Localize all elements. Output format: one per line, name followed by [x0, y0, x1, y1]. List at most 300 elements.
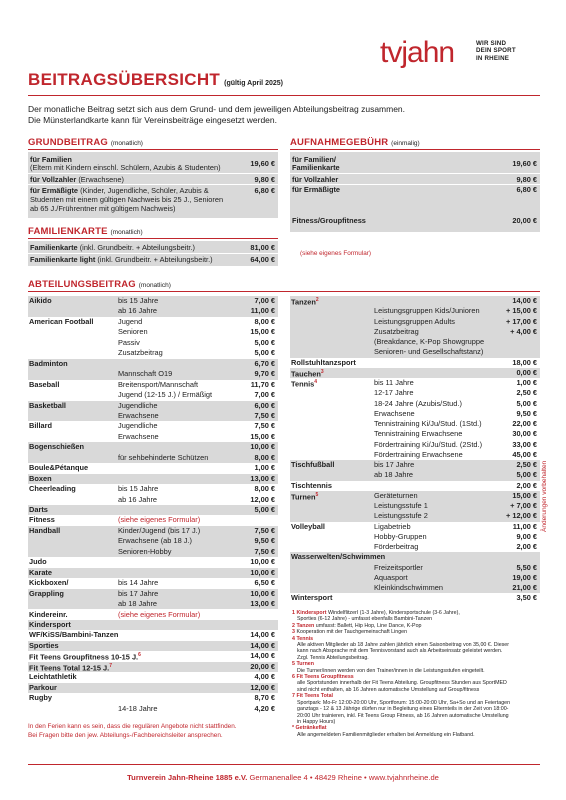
department-name: Tanzen$^2$ — [291, 297, 319, 307]
fee-category: Erwachsene — [374, 408, 415, 418]
fee-category: Hobby-Gruppen — [374, 531, 427, 541]
fee-row — [28, 599, 278, 609]
fee-price: 10,00 € — [250, 442, 275, 452]
footnote-number: 3 — [292, 629, 295, 636]
fee-price: 15,00 € — [512, 490, 537, 500]
grund-erm-row — [30, 186, 209, 195]
familienkarte-table — [28, 241, 278, 266]
fee-category: Freizeitsportler — [374, 562, 423, 572]
fee-category: Kinder/Jugend (bis 17 J.) — [118, 525, 201, 535]
department-name: Fit Teens Total 12-15 J.$^7$ — [29, 662, 113, 673]
footnote-heading: Kindersport — [296, 610, 327, 616]
page-title-note: (gültig April 2025) — [224, 80, 283, 87]
grundbeitrag-table — [28, 152, 278, 218]
fee-row — [28, 589, 278, 599]
grund-row-divider — [28, 184, 278, 185]
fee-row — [28, 683, 278, 693]
fee-category: Senioren-Hobby — [118, 546, 172, 556]
fee-row — [28, 463, 278, 473]
fee-category: Zusatzbeitrag — [118, 348, 163, 358]
grundbeitrag-heading-text: GRUNDBEITRAG — [28, 137, 108, 148]
fee-category: Senioren- und Gesellschaftstanz) — [374, 347, 484, 357]
department-name: Turnen$^5$ — [291, 491, 319, 502]
grundbeitrag-heading — [28, 137, 143, 148]
fee-category: Jugend — [118, 316, 143, 326]
familienkarte-heading — [28, 226, 143, 237]
footnote-ref: 4 — [314, 379, 318, 385]
fee-row — [290, 388, 540, 398]
department-name: Baseball — [29, 379, 60, 389]
fee-price: 14,00 € — [250, 640, 275, 650]
footer — [0, 773, 566, 782]
fee-row — [290, 378, 540, 388]
fee-price: 9,50 € — [516, 408, 537, 418]
fee-price: 5,50 € — [516, 562, 537, 572]
footnote-text: 20:00 Uhr trainieren, inkl. Fit Teens Group Fitness, ab 16 Jahren automatische Umstellung — [297, 712, 509, 719]
fee-category: Leistungsstufe 1 — [374, 501, 428, 510]
fee-row — [28, 411, 278, 421]
fee-price: 7,00 € — [254, 390, 275, 400]
fee-row — [28, 651, 278, 661]
fee-row — [290, 481, 540, 491]
grund-familien-label: für Familien — [30, 155, 72, 164]
grund-vollzahler-price: 9,80 € — [254, 175, 275, 184]
fee-price: 5,00 € — [516, 470, 537, 480]
fee-row — [28, 557, 278, 567]
fee-category: (Breakdance, K-Pop Showgruppe — [374, 337, 485, 346]
fee-price: 14,00 € — [250, 630, 275, 640]
fee-category: Leistungsgruppen Adults — [374, 316, 455, 326]
fee-row — [290, 593, 540, 603]
fee-row — [290, 368, 540, 378]
fee-category: 14-18 Jahre — [118, 703, 158, 713]
department-name: Boule&Pétanque — [29, 463, 89, 473]
aufnahme-heading-text: AUFNAHMEGEBÜHR — [290, 137, 389, 148]
fee-row — [28, 578, 278, 588]
fee-category: Senioren — [118, 327, 148, 337]
aufnahme-vollzahler-price: 9,80 € — [516, 175, 537, 184]
footnote-number: 4 — [292, 635, 295, 642]
intro-text — [28, 104, 540, 126]
footer-rule — [28, 764, 540, 765]
grund-vollzahler-detail: (Erwachsene) — [78, 175, 124, 184]
grund-familien-detail: (Eltern mit Kindern einschl. Schülern, Azubis & Studenten) — [30, 163, 221, 172]
fee-category: 12-17 Jahre — [374, 388, 414, 398]
fee-category: Jugend (12-15 J.) / Ermäßigt — [118, 390, 213, 400]
fee-price: 5,00 € — [254, 505, 275, 514]
page-title-text: BEITRAGSÜBERSICHT — [28, 70, 221, 89]
fee-price: 9,70 € — [254, 369, 275, 379]
familienkarte-2-label: Familienkarte light — [30, 255, 96, 264]
fee-category: Kleinkindschwimmen — [374, 583, 444, 592]
familienkarte-2-detail: (inkl. Grundbeitr. + Abteilungsbeitr.) — [97, 255, 213, 264]
fee-price: 11,70 € — [250, 379, 275, 389]
fee-price: 1,00 € — [254, 463, 275, 473]
department-name: Leichtathletik — [29, 672, 77, 682]
fee-price: 3,50 € — [516, 593, 537, 603]
fee-row — [290, 347, 540, 357]
department-name: Wintersport — [291, 593, 333, 603]
department-name: Kindereinr. — [29, 609, 68, 619]
fee-price: 14,00 € — [512, 296, 537, 305]
fee-category: Ligabetrieb — [374, 521, 411, 531]
fee-row — [28, 432, 278, 442]
fee-price: 10,00 € — [250, 588, 275, 598]
grundbeitrag-rule — [28, 149, 278, 150]
grund-erm-price: 6,80 € — [254, 186, 275, 195]
aufnahme-familien-line-2: Familienkarte — [292, 163, 340, 172]
fee-category: Förderbeitrag — [374, 542, 419, 551]
fee-price: 5,00 € — [254, 348, 275, 358]
logo-tag-line-2: DEIN SPORT — [476, 47, 516, 55]
fee-category: ab 18 Jahre — [374, 470, 414, 480]
fee-price: 8,00 € — [254, 452, 275, 462]
aufnahme-familien-price: 19,60 € — [512, 159, 537, 168]
footnote-text: Alle angemeldeten Familienmitglieder erhalten bei Anmeldung ein Flatband. — [297, 731, 475, 738]
fee-category: ab 18 Jahre — [118, 599, 158, 609]
footnote-ref: 5 — [315, 491, 319, 498]
fee-row — [28, 296, 278, 306]
fee-price: 7,00 € — [254, 296, 275, 305]
fee-price: 2,00 € — [516, 480, 537, 490]
abteilung-rule — [28, 291, 540, 292]
fee-row — [28, 693, 278, 703]
department-name: Boxen — [29, 473, 52, 483]
footnote-text: ganztags - 12 & 13 Jährige dürfen nur in Begleitung eines Elternteils in der Zeit von 18:00- — [297, 706, 509, 713]
fee-price: 11,00 € — [250, 306, 275, 316]
fee-row — [290, 532, 540, 542]
fee-category: (siehe eigenes Formular) — [118, 609, 201, 619]
footnote-number: 1 — [292, 610, 295, 616]
department-name: Badminton — [29, 358, 68, 368]
fee-row — [290, 399, 540, 409]
fee-category: bis 11 Jahre — [374, 378, 414, 387]
footnote-text: Kooperation mit der Tauchgemeinschaft Lingen — [296, 629, 408, 636]
footnote-text: Sporties (6-12 Jahre) - umfasst ebenfalls Bambini-Tanzen — [297, 616, 433, 623]
footnote-text: WindelflitzerI (1-3 Jahre), Kindersportschule (3-6 Jahre), — [326, 610, 460, 616]
familienkarte-row-divider — [28, 253, 278, 254]
fee-price: 18,00 € — [512, 357, 537, 367]
fee-category: bis 15 Jahre — [118, 484, 159, 494]
department-name: American Football — [29, 316, 94, 326]
fee-price: 2,50 € — [516, 388, 537, 398]
footnote-heading: Turnen — [296, 661, 314, 668]
fee-row — [290, 429, 540, 439]
logo-wordmark — [380, 36, 454, 70]
fee-price: 4,20 € — [254, 703, 275, 713]
fee-row — [290, 450, 540, 460]
fee-price: + 17,00 € — [505, 316, 537, 326]
footnote-line — [292, 732, 542, 738]
familienkarte-2-price: 64,00 € — [250, 255, 275, 264]
fee-price: 7,50 € — [254, 546, 275, 556]
footnote-text: sind nicht enthalten, ab 16 Jahren automatische Umstellung auf Group/fitness — [297, 686, 480, 693]
fee-price: 7,50 € — [254, 410, 275, 420]
fee-category: Erwachsene — [118, 410, 159, 420]
footnote-text: Die Turner/innen werden von den Trainer/innen in die Leistungsstufen eingeteilt. — [297, 667, 485, 674]
fee-category: Fördertraining Erwachsene — [374, 449, 463, 459]
fee-row — [28, 453, 278, 463]
fee-row — [28, 704, 278, 714]
footnote-heading: Fit Teens Total — [296, 693, 334, 700]
department-name: Volleyball — [291, 521, 325, 531]
fee-row — [290, 296, 540, 306]
footnote-heading: Getränkeflat — [295, 725, 327, 732]
fee-row — [290, 542, 540, 552]
footnote-heading: Fit Teens Groupfitness — [296, 674, 354, 681]
fee-category: Aquasport — [374, 572, 408, 582]
fee-row — [28, 338, 278, 348]
logo-tagline — [476, 40, 516, 62]
footnote-ref: 2 — [315, 297, 319, 303]
footnote-text: umfasst: Ballett, Hip Hop, Line Dance, K-Pop — [314, 622, 422, 629]
department-name: Rugby — [29, 693, 52, 703]
fee-row — [290, 583, 540, 593]
fee-price: 13,00 € — [250, 473, 275, 483]
fee-price: 14,00 € — [250, 651, 275, 661]
footnote-ref: 7 — [109, 662, 113, 669]
department-name: Grappling — [29, 588, 64, 598]
fee-row — [28, 327, 278, 337]
familienkarte-row-2 — [30, 255, 213, 264]
fee-row — [290, 358, 540, 368]
fee-category: Jugendliche — [118, 400, 158, 410]
footer-club: Turnverein Jahn-Rheine 1885 e.V. — [127, 773, 248, 782]
fee-price: 22,00 € — [512, 419, 537, 428]
fee-price: 6,70 € — [254, 358, 275, 368]
logo-tag-line-1: WIR SIND — [476, 40, 507, 47]
fee-row — [28, 641, 278, 651]
footnote-ref: 3 — [320, 368, 324, 375]
fee-price: 30,00 € — [512, 429, 537, 439]
side-note: Änderungen vorbehalten — [541, 460, 548, 532]
department-name: Darts — [29, 505, 48, 514]
fee-row — [28, 672, 278, 682]
fee-row — [290, 337, 540, 347]
fee-price: 9,50 € — [254, 536, 275, 546]
fee-row — [290, 522, 540, 532]
footnote-text: alle Sportstunden innerhalb der Fit Teens Abteilung. Groupfitness Stunden aus SportMED — [297, 680, 507, 687]
fee-price: 13,00 € — [250, 599, 275, 609]
fee-category: Tennistraining Erwachsene — [374, 429, 463, 439]
footnote-number: 6 — [292, 674, 295, 681]
fee-price: 10,00 € — [250, 567, 275, 577]
familienkarte-1-price: 81,00 € — [250, 243, 275, 252]
fee-category: Geräteturnen — [374, 490, 418, 500]
fee-row — [290, 491, 540, 501]
footnote-ref: 6 — [138, 652, 141, 659]
fee-row — [28, 515, 278, 525]
fee-price: + 7,00 € — [510, 501, 537, 510]
grund-vollzahler-row — [30, 175, 124, 184]
fee-price: 12,00 € — [250, 494, 275, 504]
fee-row — [28, 390, 278, 400]
fee-row — [28, 369, 278, 379]
fee-category: (siehe eigenes Formular) — [118, 515, 201, 525]
footnote-text: Sportpark: Mo-Fr 12:00-20:00 Uhr, Sportforum: 15:00-20:00 Uhr, Sa+So und an Feiertagen — [297, 699, 511, 706]
fee-row — [28, 359, 278, 369]
aufnahme-familien-line-1: für Familien/ — [292, 155, 336, 164]
department-name: Cheerleading — [29, 484, 76, 494]
title-divider — [28, 95, 540, 96]
footnote-number: * — [292, 725, 295, 732]
fee-category: für sehbehinderte Schützen — [118, 452, 209, 462]
department-name: Tauchen$^3$ — [291, 368, 324, 379]
department-name: Tischtennis — [291, 480, 332, 490]
fee-price: 19,00 € — [512, 572, 537, 582]
footnote-heading: Tanzen — [296, 622, 315, 629]
grund-erm-detail-3: ab 65 J./Frührentner mit gültigem Nachweis) — [30, 204, 176, 213]
abteilung-heading-note: (monatlich) — [138, 282, 171, 289]
department-name: Fitness — [29, 515, 55, 525]
familienkarte-1-detail: (inkl. Grundbeitr. + Abteilungsbeitr.) — [79, 243, 195, 252]
footnote-text: Zzgl. Tennis Abteilungsbeitrag. — [297, 654, 369, 661]
fee-price: 2,50 € — [516, 460, 537, 469]
fee-category: ab 16 Jahre — [118, 306, 158, 316]
fee-category: Breitensport/Mannschaft — [118, 379, 199, 389]
fee-row — [290, 501, 540, 511]
fee-row — [28, 610, 278, 620]
fee-row — [290, 563, 540, 573]
department-name: WF/KiSS/Bambini-Tanzen — [29, 630, 119, 640]
fee-row — [28, 568, 278, 578]
fee-row — [28, 348, 278, 358]
fee-price: 33,00 € — [512, 439, 537, 449]
grundbeitrag-heading-note: (monatlich) — [110, 140, 143, 147]
page-title — [28, 70, 283, 90]
abteilung-heading — [28, 279, 171, 290]
department-name: Billard — [29, 421, 52, 431]
department-name: Handball — [29, 525, 61, 535]
fee-row — [28, 505, 278, 515]
aufnahme-fitness-label: Fitness/Groupfitness — [292, 216, 366, 225]
grund-erm-detail-2: Studenten mit einem gültigen Nachweis bis 25 J., Senioren — [30, 195, 224, 204]
logo-tag-line-3: IN RHEINE — [476, 54, 510, 62]
fee-row — [28, 495, 278, 505]
fee-row — [28, 421, 278, 431]
logo-tv: tv — [380, 36, 402, 69]
familienkarte-heading-text: FAMILIENKARTE — [28, 226, 108, 237]
tvjahn-logo — [380, 36, 530, 76]
fee-price: 21,00 € — [512, 583, 537, 592]
department-name: Basketball — [29, 400, 66, 410]
fee-category: Leistungsstufe 2 — [374, 511, 428, 521]
familienkarte-rule — [28, 238, 278, 239]
fee-category: Zusatzbeitrag — [374, 326, 419, 336]
fee-category: Fördertraining Ki/Ju/Stud. (2Std.) — [374, 439, 483, 449]
grund-erm-detail-1: (Kinder, Jugendliche, Schüler, Azubis & — [80, 186, 209, 195]
grund-vollzahler-label: für Vollzahler — [30, 175, 77, 184]
fee-price: 5,00 € — [516, 398, 537, 408]
footnote-heading: Tennis — [296, 635, 314, 642]
aufnahme-row-divider — [290, 173, 540, 174]
fee-row — [28, 306, 278, 316]
fee-price: 6,00 € — [254, 400, 275, 410]
fee-price: 9,00 € — [516, 531, 537, 541]
aufnahme-fitness-note: (siehe eigenes Formular) — [300, 250, 372, 257]
department-name: Tischfußball — [291, 460, 335, 469]
fee-row — [28, 401, 278, 411]
fee-row — [28, 547, 278, 557]
fee-category: bis 15 Jahre — [118, 296, 159, 305]
aufnahme-erm-label: für Ermäßigte — [292, 185, 341, 194]
fee-category: Erwachsene — [118, 431, 159, 441]
department-name: Rollstuhltanzsport — [291, 357, 356, 367]
aufnahme-vollzahler-label: für Vollzahler — [292, 175, 339, 184]
fee-row — [28, 442, 278, 452]
footnote-text: Alle aktiven Mitglieder ab 18 Jahre zahlen jährlich einen Saisonbeitrag von 35,00 €. Dieser — [297, 642, 510, 649]
fee-price: + 4,00 € — [510, 326, 537, 336]
department-name: Kindersport — [29, 619, 71, 629]
fee-row — [28, 536, 278, 546]
department-name: Parkour — [29, 682, 57, 692]
fee-category: Jugendliche — [118, 421, 158, 431]
fee-row — [290, 409, 540, 419]
abteilung-heading-text: ABTEILUNGSBEITRAG — [28, 279, 136, 290]
fee-price: 12,00 € — [250, 682, 275, 692]
fee-price: 15,00 € — [250, 431, 275, 441]
fee-price: 20,00 € — [250, 661, 275, 671]
department-name: Judo — [29, 557, 47, 567]
fee-row — [290, 317, 540, 327]
fee-category: bis 17 Jahre — [118, 588, 159, 598]
fee-row — [28, 317, 278, 327]
footer-address: Germanenallee 4 • 48429 Rheine • www.tvjahnrheine.de — [247, 773, 439, 782]
fee-category: ab 16 Jahre — [118, 494, 158, 504]
fee-price: 6,50 € — [254, 578, 275, 588]
aufnahme-rule — [290, 149, 540, 150]
fee-category: Passiv — [118, 337, 140, 347]
fee-price: 7,50 € — [254, 421, 275, 431]
fee-category: Mannschaft O19 — [118, 369, 173, 379]
fee-row — [290, 460, 540, 470]
intro-line-2: Die Münsterlandkarte kann für Vereinsbeiträge eingesetzt werden. — [28, 115, 278, 125]
footnote-text: kann nach Absprache mit dem Tennisvorstand auch als Arbeitseinsatz geleistet werden. — [297, 648, 503, 655]
grund-erm-label: für Ermäßigte — [30, 186, 79, 195]
department-name: Sporties — [29, 640, 59, 650]
fee-price: + 12,00 € — [505, 511, 537, 521]
fee-row — [290, 419, 540, 429]
fee-row — [28, 380, 278, 390]
fee-row — [28, 662, 278, 672]
fee-price: 15,00 € — [250, 327, 275, 337]
footnotes — [292, 610, 542, 738]
abteilung-right-table — [290, 296, 540, 606]
left-note-1: In den Ferien kann es sein, dass die regulären Angebote nicht stattfinden. — [28, 723, 237, 730]
fee-price: 1,00 € — [516, 378, 537, 387]
fee-row — [290, 552, 540, 562]
fee-row — [28, 526, 278, 536]
fee-category: Erwachsene (ab 18 J.) — [118, 536, 192, 546]
fee-category: Leistungsgruppen Kids/Junioren — [374, 306, 480, 316]
logo-jahn: jahn — [401, 36, 455, 69]
fee-price: 2,00 € — [516, 542, 537, 551]
department-name: Tennis$^4$ — [291, 379, 318, 389]
fee-price: 8,70 € — [254, 693, 275, 703]
fee-row — [28, 484, 278, 494]
department-name: Fit Teens Groupfitness 10-15 J.$^6$ — [29, 652, 141, 662]
fee-category: bis 14 Jahre — [118, 578, 159, 588]
fee-price: 8,00 € — [254, 484, 275, 494]
department-name: Karate — [29, 567, 53, 577]
abteilung-left-table — [28, 296, 278, 716]
fee-category: 18-24 Jahre (Azubis/Stud.) — [374, 398, 462, 408]
fee-price: 10,00 € — [250, 557, 275, 567]
familienkarte-1-label: Familienkarte — [30, 243, 78, 252]
footnote-number: 2 — [292, 622, 295, 629]
fee-price: 8,00 € — [254, 316, 275, 326]
footnote-number: 5 — [292, 661, 295, 668]
